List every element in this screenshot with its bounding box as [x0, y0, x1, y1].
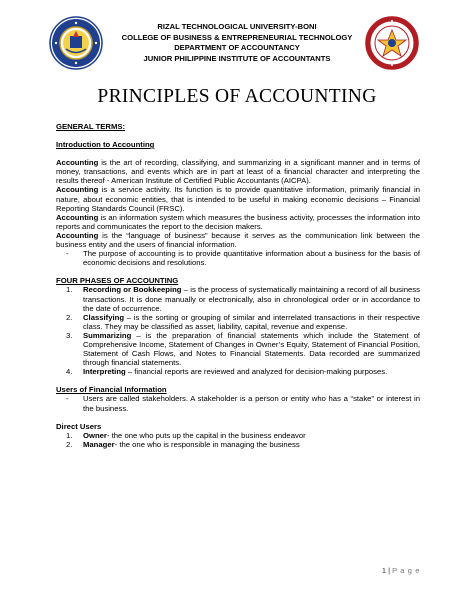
- rtu-seal-icon: [49, 16, 103, 70]
- phase-text: – is the process of systematically maintaining a record of all business transactions. It is done manually or electronically, also in chronological order or in accordance to the date of occurrence.: [83, 285, 420, 313]
- definition-text: is a service activity. Its function is to provide quantitative information, primarily financial in nature, about economic entities, that is intended to be useful in making economic decisions – Financial Reporting Standards Council (FRSC).: [56, 185, 420, 213]
- phase-item: [56, 313, 420, 331]
- item-number: 2.: [66, 439, 73, 449]
- document-header: [100, 22, 374, 64]
- definition-text: is an information system which measures the business activity, processes the information into reports and communicates the report to the decision makers.: [56, 212, 420, 231]
- organization-name: JUNIOR PHILIPPINE INSTITUTE OF ACCOUNTANTS: [143, 53, 331, 63]
- direct-user-item: [56, 431, 420, 440]
- definition-term: Accounting: [56, 212, 99, 222]
- page-number: 1: [381, 566, 387, 575]
- department-name: DEPARTMENT OF ACCOUNTANCY: [174, 43, 300, 52]
- phase-text: – is the sorting or grouping of similar and interrelated transactions in their respective class. They may be classified as asset, liability, capital, revenue and expense.: [83, 312, 420, 331]
- item-number: 3.: [66, 330, 73, 340]
- direct-user-text: - the one who puts up the capital in the business endeavor: [106, 430, 306, 440]
- definition-text: is the art of recording, classifying, and summarizing in a significant manner and in terms of money, transactions, and events which are in part at least of a financial character and interpreting the results thereof - American Institute of Certified Public Accountants (AICPA).: [56, 158, 420, 186]
- phases-heading: FOUR PHASES OF ACCOUNTING: [56, 276, 179, 286]
- purpose-bullet: [56, 249, 420, 267]
- page-label: P a g e: [392, 566, 420, 575]
- item-number: 4.: [66, 367, 73, 377]
- users-bullet: [56, 394, 420, 412]
- page-footer: [350, 566, 420, 575]
- page-title: PRINCIPLES OF ACCOUNTING: [97, 86, 377, 107]
- definition-text: is the “language of business” because it serves as the communication link between the business entity and the users of financial information.: [56, 230, 420, 250]
- definition-term: Accounting: [56, 185, 99, 195]
- phase-item: [56, 285, 420, 312]
- item-number: 1.: [66, 430, 73, 440]
- dash-marker: -: [66, 394, 69, 404]
- phase-item: [56, 367, 420, 376]
- direct-user-text: - the one who is responsible in managing the business: [114, 439, 300, 449]
- direct-users-heading: Direct Users: [56, 421, 102, 431]
- college-name: COLLEGE OF BUSINESS & ENTREPRENEURIAL TECHNOLOGY: [121, 32, 353, 42]
- phase-term: Summarizing: [83, 330, 132, 340]
- item-number: 2.: [66, 312, 73, 322]
- phase-term: Interpreting: [83, 367, 126, 377]
- document-body: [56, 122, 420, 449]
- direct-user-term: Manager: [83, 439, 115, 449]
- definition-term: Accounting: [56, 230, 99, 240]
- definition-paragraph: [56, 213, 420, 231]
- phase-text: – financial reports are reviewed and analyzed for decision-making purposes.: [125, 367, 388, 377]
- jpia-seal-icon: [365, 16, 419, 70]
- footer-separator: |: [388, 566, 391, 575]
- phase-item: [56, 331, 420, 367]
- definition-paragraph: [56, 231, 420, 249]
- university-name: RIZAL TECHNOLOGICAL UNIVERSITY-BONI: [157, 22, 317, 31]
- phase-term: Recording or Bookkeeping: [83, 285, 182, 295]
- definition-paragraph: [56, 185, 420, 212]
- phase-text: – is the preparation of financial statements which include the Statement of Comprehensive Income, Statement of Changes in Owner’s Equity, Statement of Financial Position, Statement of Cash Flows, and Notes to Financial Statements. Data recorded are summarized through financial statements.: [83, 330, 420, 368]
- item-number: 1.: [66, 285, 73, 295]
- direct-user-term: Owner: [83, 430, 107, 440]
- definition-paragraph: [56, 158, 420, 185]
- purpose-text: The purpose of accounting is to provide quantitative information about a business for the basis of economic decisions and resolutions.: [83, 249, 420, 268]
- definition-term: Accounting: [56, 158, 99, 168]
- dash-marker: -: [66, 249, 69, 259]
- users-heading: Users of Financial Information: [56, 385, 167, 395]
- phase-term: Classifying: [83, 312, 125, 322]
- direct-user-item: [56, 440, 420, 449]
- users-text: Users are called stakeholders. A stakeholder is a person or entity who has a “stake” or interest in the business.: [83, 394, 420, 413]
- intro-heading: Introduction to Accounting: [56, 140, 155, 150]
- general-terms-heading: GENERAL TERMS:: [56, 122, 126, 131]
